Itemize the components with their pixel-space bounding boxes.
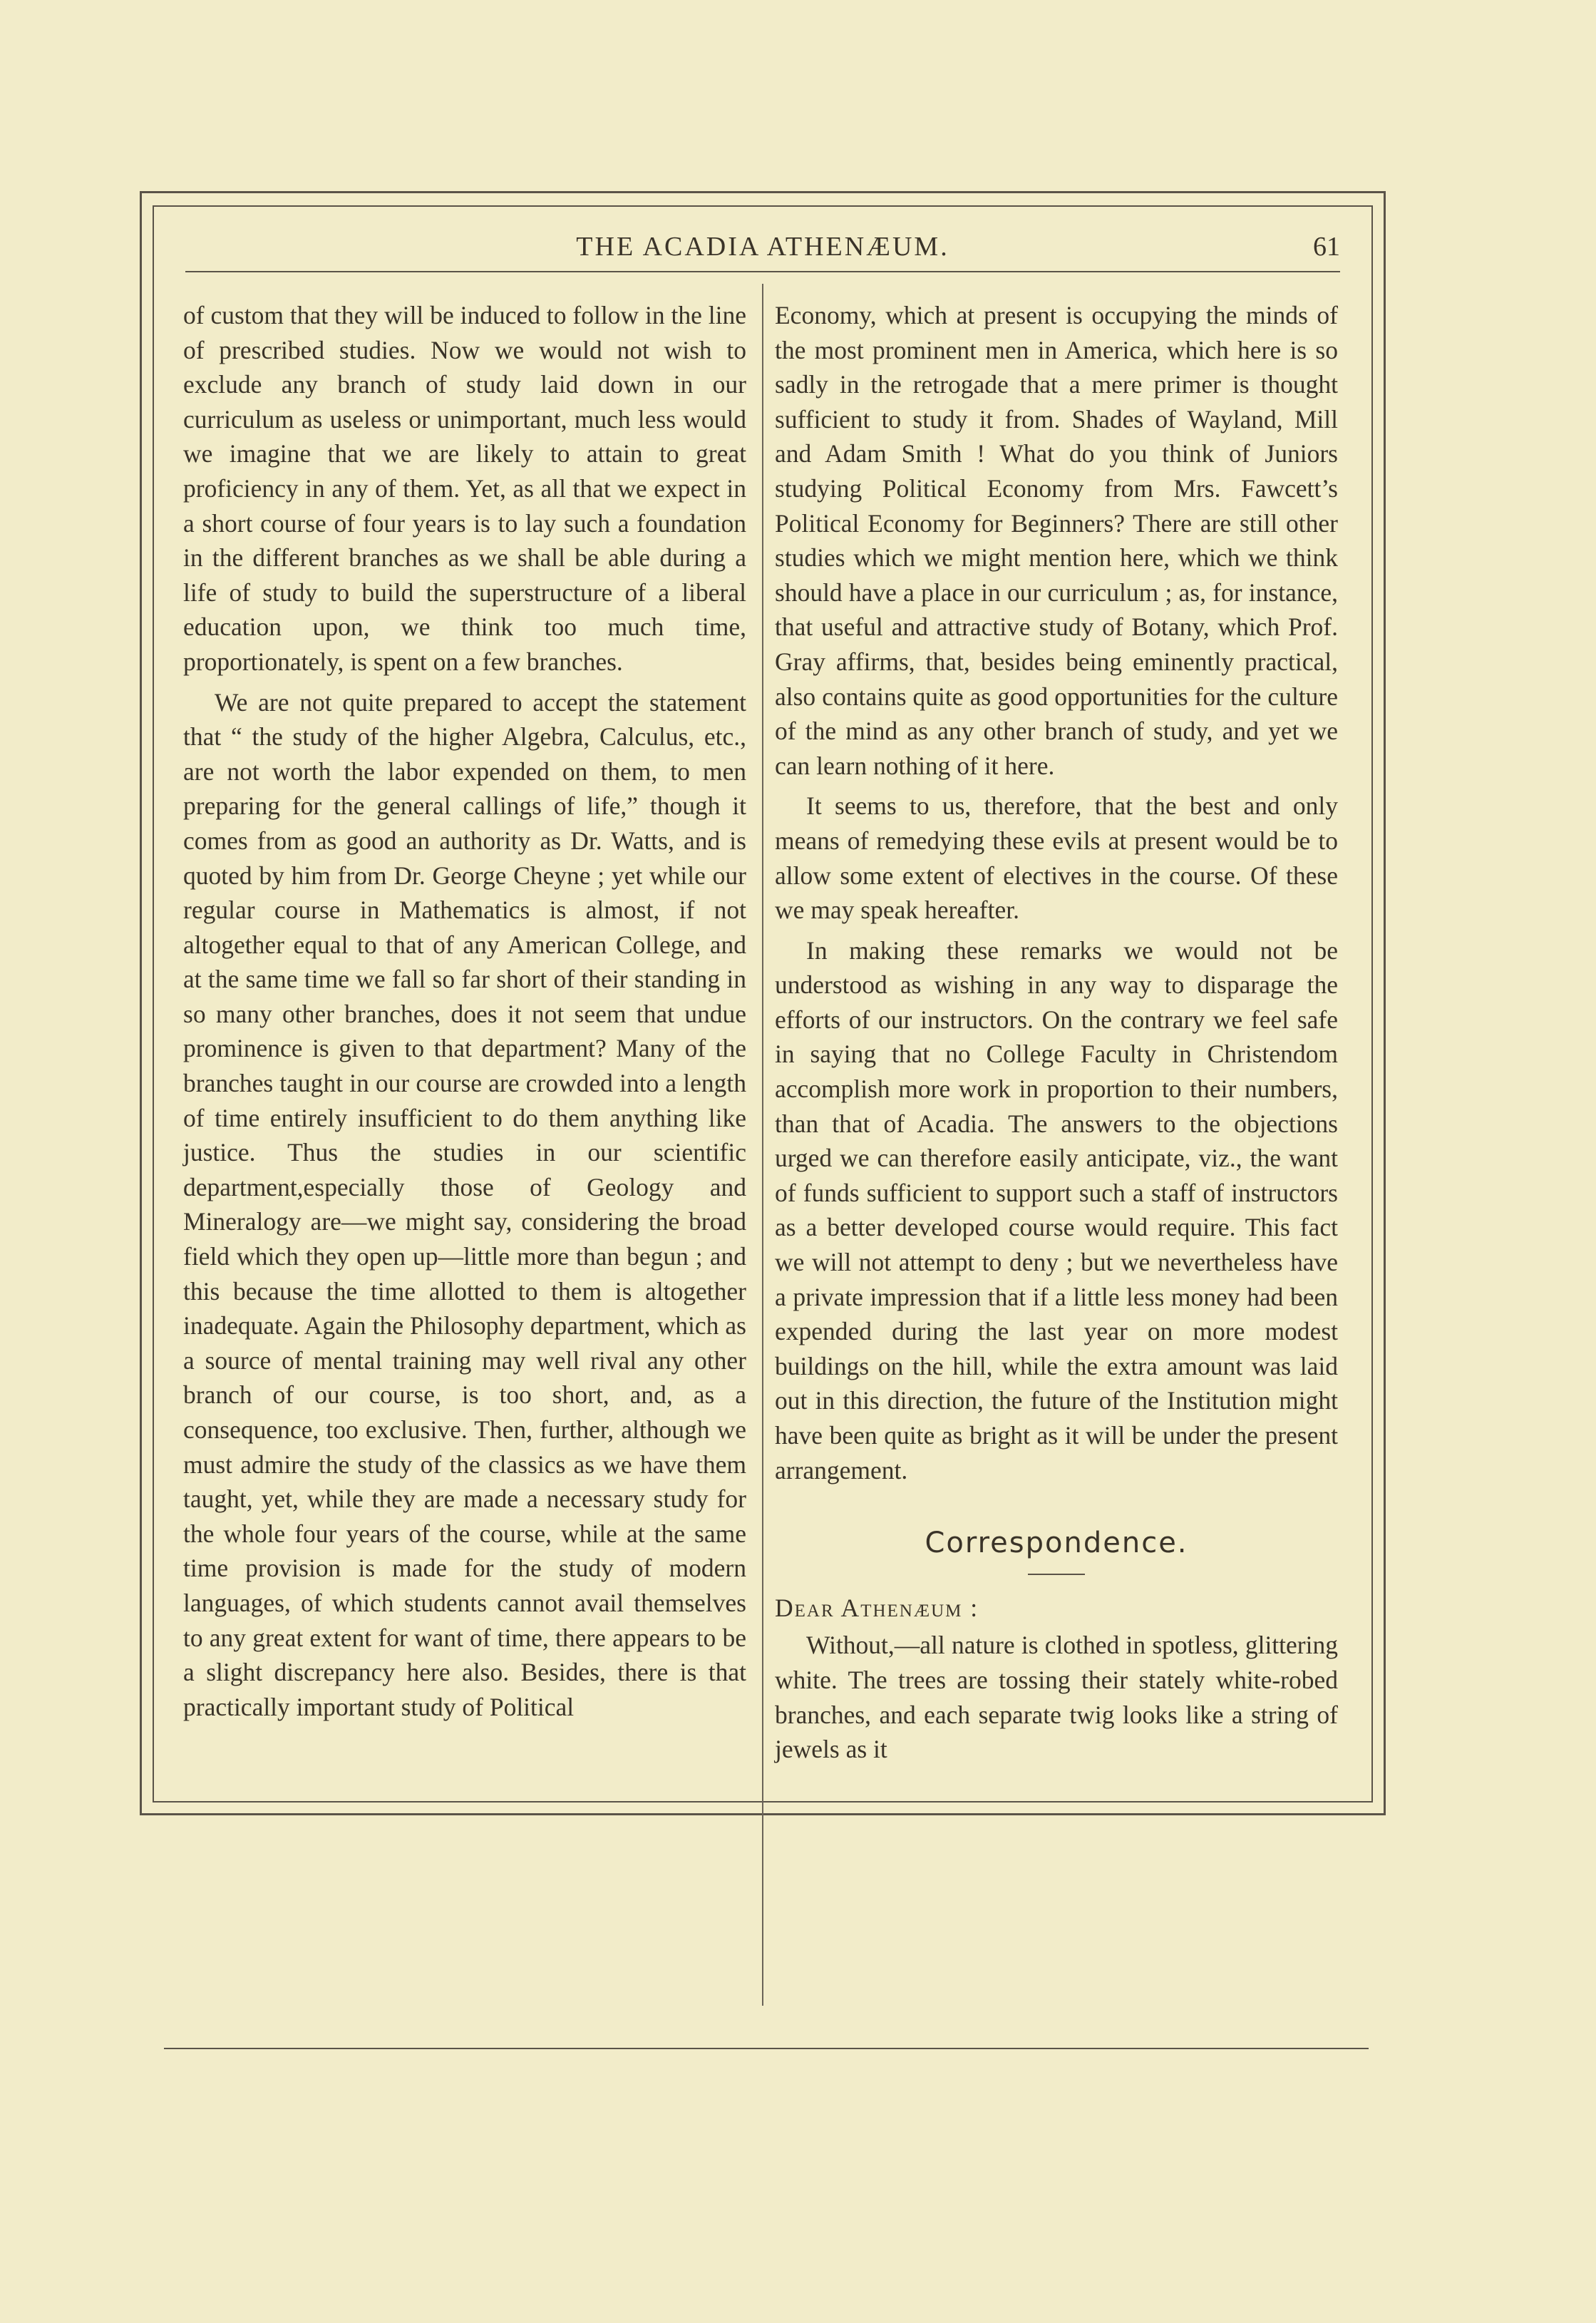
paragraph: of custom that they will be induced to follow in the line of prescribed studies. Now we would not wish to exclude any branch of study laid down in our curriculum as useless or unimportant, much less would we imagine that we are likely to attain to great proficiency in any of them. Yet, as all that we expect in a short course of four years is to lay such a foundation in the different branches as we shall be able during a life of study to build the superstructure of a liberal education upon, we think too much time, proportionately, is spent on a few branches. — [183, 301, 746, 676]
column-divider — [762, 284, 763, 2006]
paragraph: Economy, which at present is occupying the minds of the most prominent men in America, which here is so sadly in the retrogade that a mere primer is thought sufficient to study it from. Shades of Wayland, Mill and Adam Smith ! What do you think of Juniors studying Political Economy from Mrs. Fawcett’s Political Economy for Beginners? There are still other studies which we might mention here, which we think should have a place in our curriculum ; as, for instance, that useful and attractive study of Botany, which Prof. Gray affirms, that, besides being eminently practical, also contains quite as good opportunities for the culture of the mind as any other branch of study, and yet we can learn nothing of it here. — [775, 301, 1338, 780]
heading-rule — [1028, 1574, 1085, 1575]
right-column — [775, 298, 1338, 1767]
journal-title: THE ACADIA ATHENÆUM. — [576, 232, 949, 262]
paragraph: We are not quite prepared to accept the statement that “ the study of the higher Algebra, Calculus, etc., are not worth the labor expended on them, to men preparing for the general callings of life,” though it comes from as good an authority as Dr. Watts, and is quoted by him from Dr. George Cheyne ; yet while our regular course in Mathematics is almost, if not altogether equal to that of any American College, and at the same time we fall so far short of their standing in so many other branches, does it not seem that undue prominence is given to that department? Many of the branches taught in our course are crowded into a length of time entirely insufficient to do them anything like justice. Thus the studies in our scientific department,especially those of Geology and Mineralogy are—we might say, considering the broad field which they open up—little more than begun ; and this because the time allotted to them is altogether inadequate. Again the Philosophy department, which as a source of mental training may well rival any other branch of our course, is too short, and, as a consequence, too exclusive. Then, further, although we must admire the study of the classics as we have them taught, yet, while they are made a necessary study for the whole four years of the course, while at the same time provision is made for the study of modern languages, of which students cannot avail themselves to any great extent for want of time, there appears to be a slight discrepancy here also. Besides, there is that practically important study of Political — [183, 687, 746, 1721]
running-head — [185, 228, 1340, 272]
paragraph: It seems to us, therefore, that the best and only means of remedying these evils at present would be to allow some extent of electives in the course. Of these we may speak hereafter. — [775, 791, 1338, 925]
section-heading: Correspondence. — [925, 1527, 1188, 1560]
letter-salutation: Dear Athenæum : — [775, 1593, 979, 1622]
page-number: 61 — [1313, 232, 1340, 262]
bottom-rule — [164, 2048, 1369, 2049]
left-column — [183, 298, 746, 1724]
paragraph: In making these remarks we would not be understood as wishing in any way to disparage the efforts of our instructors. On the contrary we feel safe in saying that no College Faculty in Christendom accomplish more work in proportion to their numbers, than that of Acadia. The answers to the objections urged we can therefore easily anticipate, viz., the want of funds sufficient to support such a staff of instructors as a better developed course would require. This fact we will not attempt to deny ; but we nevertheless have a private impression that if a little less money had been expended during the last year on more modest buildings on the hill, while the extra amount was laid out in this direction, the future of the Institution might have been quite as bright as it will be under the present arrangement. — [775, 935, 1338, 1484]
letter-paragraph: Without,—all nature is clothed in spotless, glittering white. The trees are tossing their stately white-robed branches, and each separate twig looks like a string of jewels as it — [775, 1631, 1338, 1764]
